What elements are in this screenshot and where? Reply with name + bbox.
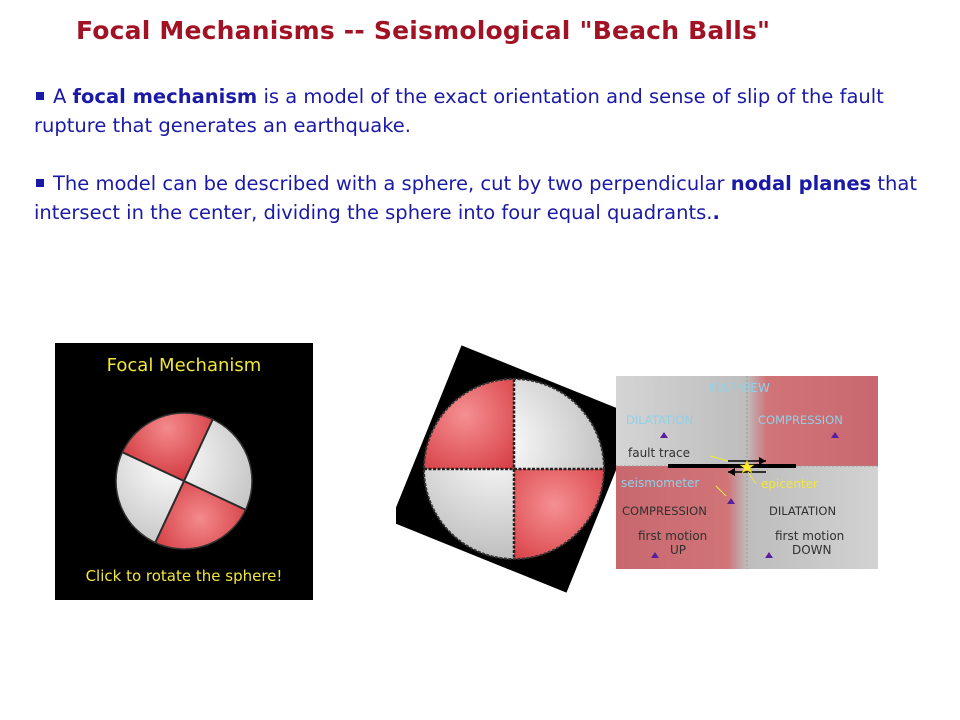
bullet-item bbox=[34, 169, 934, 227]
focal-mechanism-panel[interactable] bbox=[55, 343, 313, 600]
rotate-caption[interactable]: Click to rotate the sphere! bbox=[85, 567, 283, 585]
bullet-list bbox=[34, 82, 934, 256]
first-motion-up-line1: first motion bbox=[638, 529, 708, 543]
compression-quadrant bbox=[424, 379, 514, 469]
epicenter-label: epicenter bbox=[761, 477, 818, 491]
bullet-bold-term: focal mechanism bbox=[72, 85, 258, 108]
dilatation-bottom-label: DILATATION bbox=[769, 504, 837, 518]
compression-quadrant bbox=[514, 469, 604, 559]
compression-top-label: COMPRESSION bbox=[758, 413, 843, 427]
seismometer-label: seismometer bbox=[621, 476, 700, 490]
focal-panel-title: Focal Mechanism bbox=[106, 355, 262, 376]
bullet-text: that intersect in the center, dividing the sphere into four equal quadrants. bbox=[34, 172, 917, 224]
beach-ball-sphere-icon[interactable] bbox=[55, 343, 313, 600]
first-motion-down-line2: DOWN bbox=[792, 543, 832, 557]
bullet-square-icon bbox=[36, 92, 44, 100]
map-view-heading: MAP VIEW bbox=[709, 381, 770, 395]
first-motion-down-line1: first motion bbox=[775, 529, 845, 543]
map-view-diagram bbox=[616, 376, 878, 569]
compression-bottom-label: COMPRESSION bbox=[622, 504, 707, 518]
bullet-bold-term: nodal planes bbox=[730, 172, 872, 195]
bullet-square-icon bbox=[36, 179, 44, 187]
first-motion-up-line2: UP bbox=[670, 543, 687, 557]
bullet-text: The model can be described with a sphere, cut by two perpendicular bbox=[53, 172, 731, 195]
bullet-trailing-period: . bbox=[712, 201, 720, 224]
bullet-text: A bbox=[53, 85, 73, 108]
fault-trace-label: fault trace bbox=[628, 446, 691, 460]
bullet-text: is a model of the exact orientation and sense of slip of the fault rupture that generates an earthquake. bbox=[34, 85, 884, 137]
rotated-beach-ball bbox=[396, 336, 632, 602]
dilatation-top-label: DILATATION bbox=[626, 413, 694, 427]
bullet-item bbox=[34, 82, 934, 140]
rotated-sphere-icon bbox=[396, 336, 632, 602]
slide-title: Focal Mechanisms -- Seismological "Beach Balls" bbox=[76, 16, 771, 45]
